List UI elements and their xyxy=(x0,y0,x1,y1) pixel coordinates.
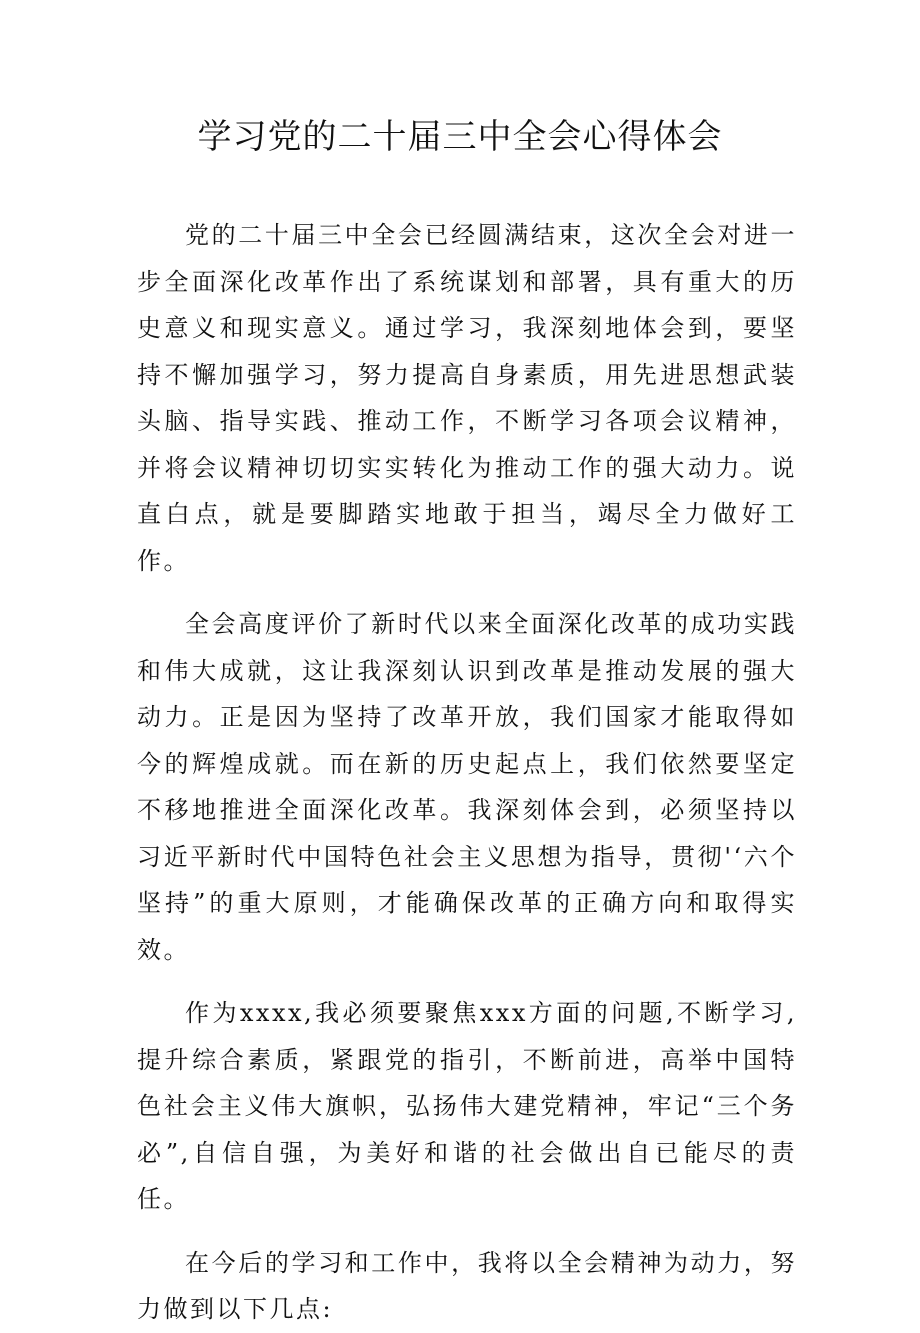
document-title: 学习党的二十届三中全会心得体会 xyxy=(197,117,723,157)
document-body xyxy=(137,212,797,1333)
paragraph-1: 党的二十届三中全会已经圆满结束，这次全会对进一步全面深化改革作出了系统谋划和部署，具有重大的历史意义和现实意义。通过学习，我深刻地体会到，要坚持不懈加强学习，努力提高自身素质，用先进思想武装头脑、指导实践、推动工作，不断学习各项会议精神，并将会议精神切切实实转化为推动工作的强大动力。说直白点，就是要脚踏实地敢于担当，竭尽全力做好工作。 xyxy=(137,221,797,575)
paragraph-4: 在今后的学习和工作中，我将以全会精神为动力，努力做到以下几点: xyxy=(137,1248,797,1323)
paragraph-3: 作为xxxx,我必须要聚焦xxx方面的问题,不断学习,提升综合素质，紧跟党的指引，不断前进，高举中国特色社会主义伟大旗帜，弘扬伟大建党精神，牢记“三个务必”,自信自强，为美好和谐的社会做出自已能尽的责任。 xyxy=(137,999,797,1213)
paragraph-2: 全会高度评价了新时代以来全面深化改革的成功实践和伟大成就，这让我深刻认识到改革是推动发展的强大动力。正是因为坚持了改革开放，我们国家才能取得如今的辉煌成就。而在新的历史起点上，我们依然要坚定不移地推进全面深化改革。我深刻体会到，必须坚持以习近平新时代中国特色社会主义思想为指导，贯彻'‘六个坚持”的重大原则，才能确保改革的正确方向和取得实效。 xyxy=(137,610,797,964)
